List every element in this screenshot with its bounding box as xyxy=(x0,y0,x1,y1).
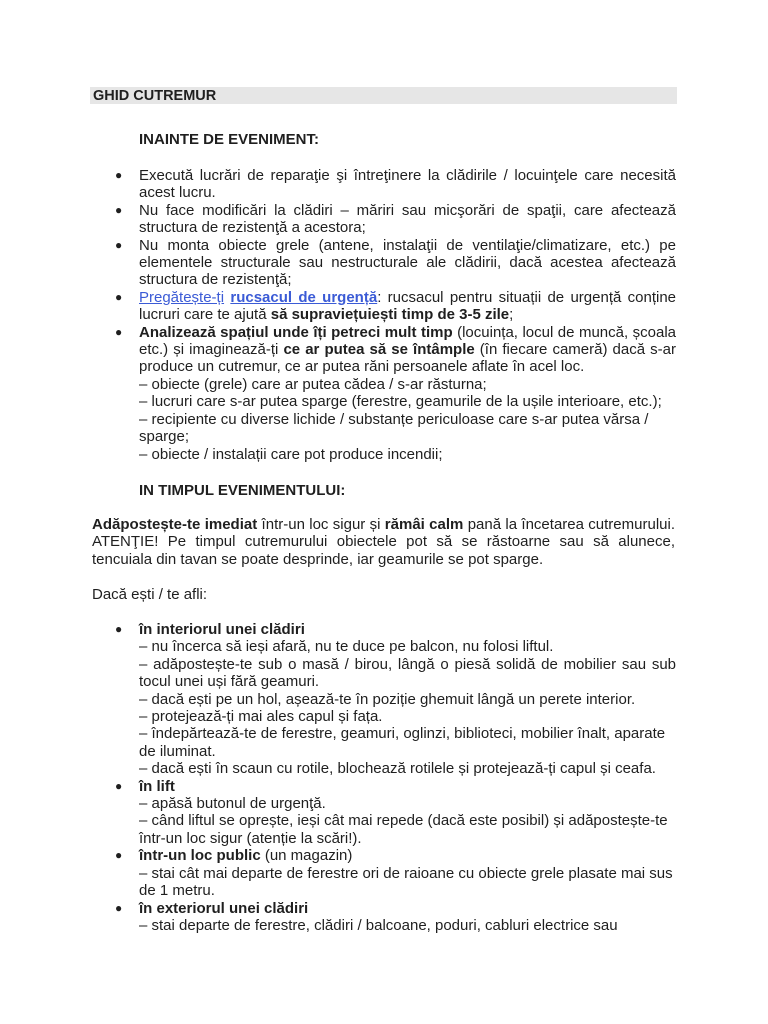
document-title: GHID CUTREMUR xyxy=(90,87,677,104)
emergency-backpack-link[interactable]: rucsacul de urgență xyxy=(230,288,378,306)
before-event-list xyxy=(110,167,676,463)
bullet-icon: ● xyxy=(115,289,123,304)
list-item: ● Nu monta obiecte grele (antene, instalaţii de ventilaţie/climatizare, etc.) pe elementele structurale sau nestructurale ale clădirii, dacă acestea afectează structura de rezistenţă; xyxy=(115,236,676,289)
bullet-icon: ● xyxy=(115,324,123,339)
bullet-icon: ● xyxy=(115,848,123,863)
sub-line: – îndepărtează-te de ferestre, geamuri, oglinzi, biblioteci, mobilier înalt, aparate de iluminat. xyxy=(139,725,666,760)
situation-label-line: într-un loc public (un magazin) xyxy=(139,847,353,865)
situation-label: în exteriorul unei clădiri xyxy=(139,899,309,917)
list-item: ● Pregătește-ți rucsacul de urgență: rucsacul pentru situații de urgență conține lucruri care te ajută să supraviețuiești timp de 3-5 zile; xyxy=(115,288,677,324)
sub-line: – obiecte (grele) care ar putea cădea / s-ar răsturna; xyxy=(139,375,487,393)
sub-line: – dacă ești pe un hol, așează-te în poziție ghemuit lângă un perete interior. xyxy=(139,690,636,708)
during-paragraph: Adăpostește-te imediat într-un loc sigur și rămâi calm pană la încetarea cutremurului. ATENŢIE! Pe timpul cutremurului obiectele pot să se răstoarne sau să alunece, tencuiala din tavan se poate desprinde, iar geamurile se pot sparge. xyxy=(92,516,675,568)
sub-line: – stai departe de ferestre, clădiri / balcoane, poduri, cabluri electrice sau xyxy=(139,916,618,934)
bullet-icon: ● xyxy=(115,168,123,182)
list-item xyxy=(110,847,676,899)
situation-label: într-un loc public xyxy=(139,847,261,865)
sub-line: – dacă ești în scaun cu rotile, blochează rotilele și protejează-ți capul și ceafa. xyxy=(139,760,656,778)
sub-line: – recipiente cu diverse lichide / substanțe periculoase care s-ar putea vărsa / sparge; xyxy=(139,410,649,446)
sub-line: – apăsă butonul de urgenţă. xyxy=(139,795,326,813)
sub-line: – nu încerca să ieși afară, nu te duce pe balcon, nu folosi liftul. xyxy=(139,638,554,656)
list-item: ● Analizează spațiul unde îți petreci mult timp (locuința, locul de muncă, școala etc.) și imaginează-ți ce ar putea să se întâmple (în fiecare cameră) dacă s-ar produce un cutremur, ce ar putea răni persoanele aflate în acel loc. – obiecte (grele) care ar putea cădea / s-ar răsturna; – lucruri care s-ar putea sparge (ferestre, geamurile de la ușile interioare, etc.); – recipiente cu diverse lichide / substanțe periculoase care s-ar putea vărsa / sparge; – obiecte / instalații care pot produce incendii; xyxy=(115,323,676,463)
situations-intro: Dacă ești / te afli: xyxy=(92,586,208,603)
heading-during-event: IN TIMPUL EVENIMENTULUI: xyxy=(139,482,346,499)
sub-line: – lucruri care s-ar putea sparge (ferestre, geamurile de la ușile interioare, etc.); xyxy=(139,393,662,411)
situations-list xyxy=(110,621,676,934)
bullet-icon: ● xyxy=(115,900,123,915)
sub-line: – când liftul se oprește, ieși cât mai repede (dacă este posibil) și adăpostește-te într-un loc sigur (atenție la scări!). xyxy=(139,812,668,847)
prepare-link[interactable]: Pregătește-ți xyxy=(139,288,225,306)
list-item xyxy=(110,778,676,848)
heading-before-event: INAINTE DE EVENIMENT: xyxy=(139,131,320,148)
sub-line: – obiecte / instalații care pot produce incendii; xyxy=(139,445,443,463)
bullet-icon: ● xyxy=(115,622,123,636)
sub-line: – stai cât mai departe de ferestre ori de raioane cu obiecte grele plasate mai sus de 1 metru. xyxy=(139,864,673,900)
sub-line: – protejează-ți mai ales capul și fața. xyxy=(139,708,383,726)
bullet-icon: ● xyxy=(115,778,123,793)
list-item xyxy=(110,900,676,935)
sub-line: – adăpostește-te sub o masă / birou, lângă o piesă solidă de mobilier sau sub tocul unei uși fără geamuri. xyxy=(139,655,676,691)
list-item xyxy=(110,621,676,778)
bullet-icon: ● xyxy=(115,237,123,252)
situation-label: în lift xyxy=(139,777,175,795)
list-item: ● Execută lucrări de reparaţie şi întreţinere la clădirile / locuinţele care necesită acest lucru. xyxy=(115,167,676,202)
list-item: ● Nu face modificări la clădiri – măriri sau micşorări de spaţii, care afectează structura de rezistenţă a acestora; xyxy=(115,201,676,237)
bullet-icon: ● xyxy=(115,202,123,217)
situation-label: în interiorul unei clădiri xyxy=(139,621,305,638)
